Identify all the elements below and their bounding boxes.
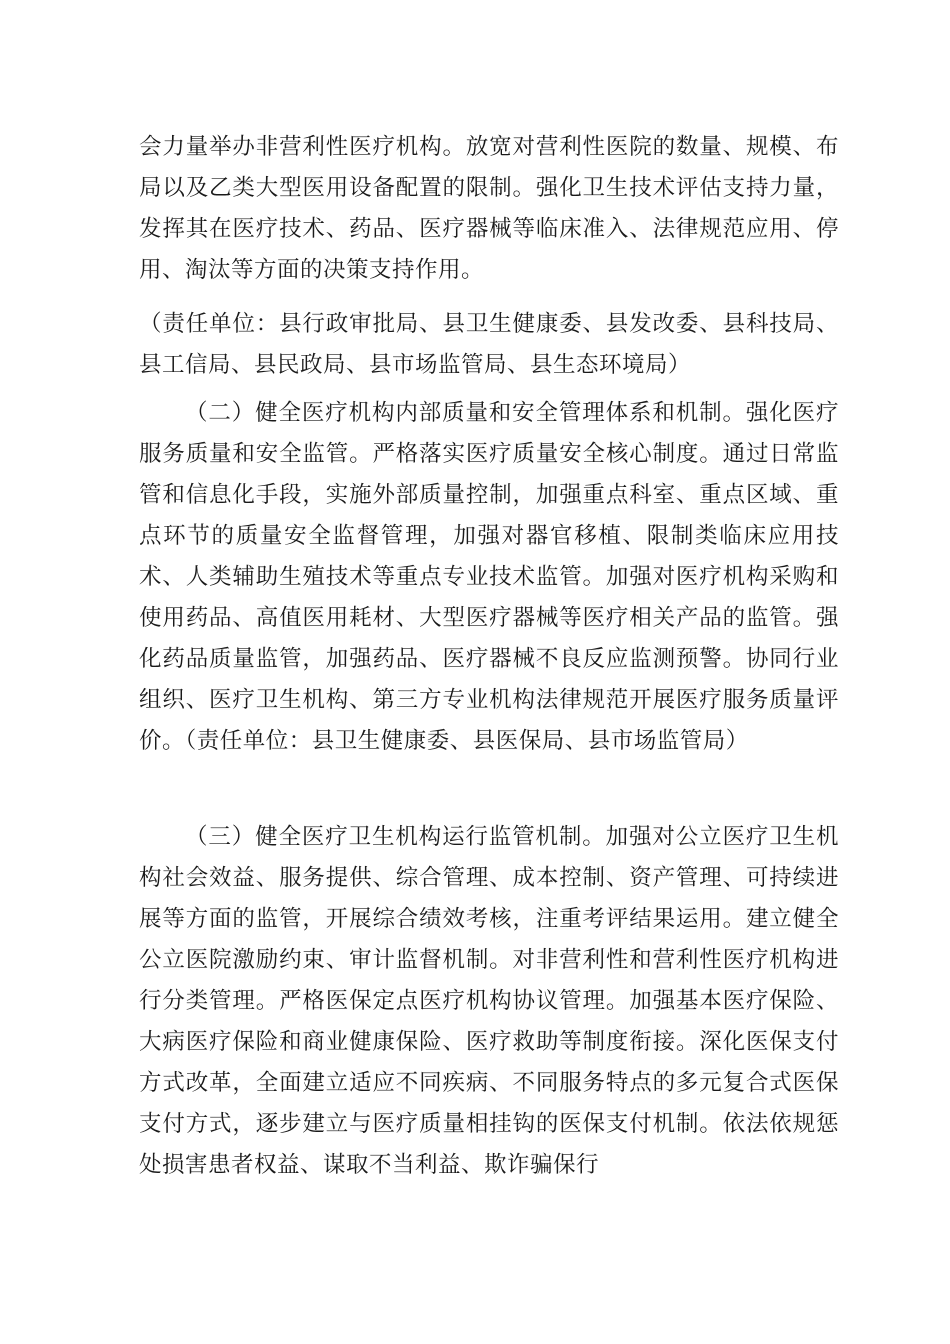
paragraph-continuation [139,127,839,291]
paragraph-section-three [139,817,839,1186]
paragraph-text: （三）健全医疗卫生机构运行监管机制。加强对公立医疗卫生机构社会效益、服务提供、综合管理、成本控制、资产管理、可持续进展等方面的监管，开展综合绩效考核，注重考评结果运用。建立健全公立医院激励约束、审计监督机制。对非营利性和营利性医疗机构进行分类管理。严格医保定点医疗机构协议管理。加强基本医疗保险、大病医疗保险和商业健康保险、医疗救助等制度衔接。深化医保支付方式改革，全面建立适应不同疾病、不同服务特点的多元复合式医保支付方式，逐步建立与医疗质量相挂钩的医保支付机制。依法依规惩处损害患者权益、谋取不当利益、欺诈骗保行 [139,824,839,1178]
paragraph-text: （责任单位：县行政审批局、县卫生健康委、县发改委、县科技局、县工信局、县民政局、县市场监管局、县生态环境局） [139,311,839,378]
paragraph-text: （二）健全医疗机构内部质量和安全管理体系和机制。强化医疗服务质量和安全监管。严格落实医疗质量安全核心制度。通过日常监管和信息化手段，实施外部质量控制，加强重点科室、重点区域、重点环节的质量安全监督管理，加强对器官移植、限制类临床应用技术、人类辅助生殖技术等重点专业技术监管。加强对医疗机构采购和使用药品、高值医用耗材、大型医疗器械等医疗相关产品的监管。强化药品质量监管，加强药品、医疗器械不良反应监测预警。协同行业组织、医疗卫生机构、第三方专业机构法律规范开展医疗服务质量评价。（责任单位：县卫生健康委、县医保局、县市场监管局） [139,400,839,754]
paragraph-section-two [139,393,839,762]
paragraph-text: 会力量举办非营利性医疗机构。放宽对营利性医院的数量、规模、布局以及乙类大型医用设备配置的限制。强化卫生技术评估支持力量，发挥其在医疗技术、药品、医疗器械等临床准入、法律规范应用、停用、淘汰等方面的决策支持作用。 [139,134,839,283]
paragraph-responsibility [139,304,839,386]
